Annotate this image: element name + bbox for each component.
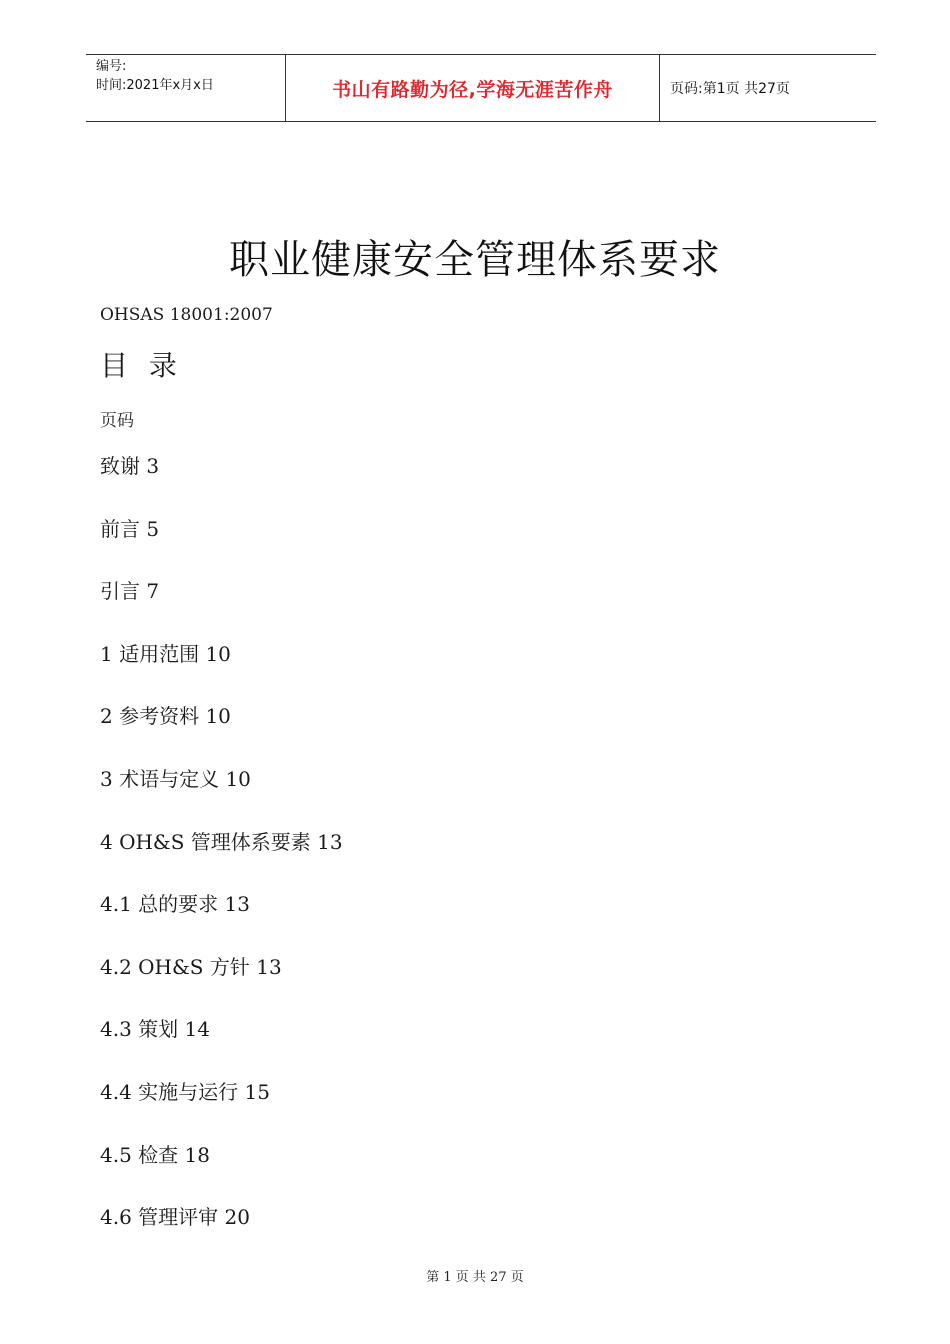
- toc-item[interactable]: 4.4 实施与运行 15: [100, 1079, 270, 1104]
- toc-heading: 目 录: [100, 349, 183, 382]
- header-motto: 书山有路勤为径,学海无涯苦作舟: [286, 55, 660, 121]
- toc-item[interactable]: 引言 7: [100, 579, 160, 604]
- toc-item[interactable]: 4.2 OH&S 方针 13: [100, 954, 282, 979]
- toc-item[interactable]: 4 OH&S 管理体系要素 13: [100, 829, 343, 854]
- toc-page-column-label: 页码: [100, 411, 134, 431]
- toc-item[interactable]: 4.1 总的要求 13: [100, 892, 250, 917]
- toc-item[interactable]: 致谢 3: [100, 454, 160, 478]
- toc-item[interactable]: 3 术语与定义 10: [100, 766, 251, 791]
- header-page-info: 页码:第1页 共27页: [670, 81, 790, 97]
- table-of-contents: [100, 448, 343, 1262]
- header-meta: [86, 55, 286, 121]
- toc-item[interactable]: 前言 5: [100, 516, 160, 541]
- toc-item[interactable]: 4.3 策划 14: [100, 1017, 210, 1042]
- toc-item[interactable]: 4.5 检查 18: [100, 1142, 210, 1167]
- toc-item[interactable]: 2 参考资料 10: [100, 704, 231, 729]
- toc-item[interactable]: 1 适用范围 10: [100, 641, 231, 666]
- doc-time-label: 时间:2021年x月x日: [96, 78, 214, 93]
- toc-item[interactable]: 4.6 管理评审 20: [100, 1205, 250, 1230]
- document-title: 职业健康安全管理体系要求: [229, 237, 721, 283]
- page-header: [86, 54, 876, 122]
- standard-code: OHSAS 18001:2007: [100, 305, 273, 325]
- page-footer: 第 1 页 共 27 页: [426, 1270, 524, 1285]
- doc-number-label: 编号:: [96, 59, 127, 74]
